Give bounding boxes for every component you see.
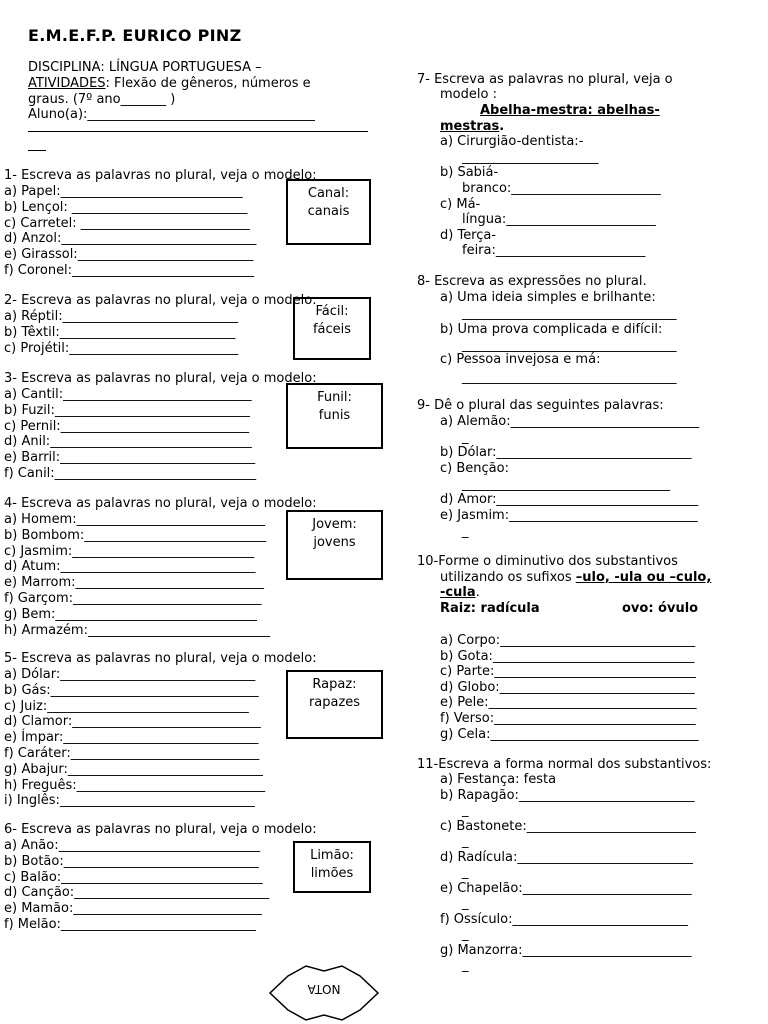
q8-item-c-blank: _________________________________ [462,370,677,385]
q4-item: g) Bem:_______________________________ [4,606,257,622]
q10-item: d) Globo:______________________________ [440,679,695,695]
q4-model-box [286,510,383,580]
q5-prompt: 5- Escreva as palavras no plural, veja o modelo: [4,651,317,666]
q7-item-d: d) Terça- [440,228,497,243]
q2-model-plural: fáceis [312,322,352,337]
q3-prompt: 3- Escreva as palavras no plural, veja o modelo: [4,371,317,386]
q6-item: d) Canção:______________________________ [4,885,270,901]
q10-example-2: ovo: óvulo [622,601,699,616]
q3-item: d) Anil:_______________________________ [4,434,252,450]
q9-item-e-extra: _ [462,524,469,539]
q1-model-plural: canais [307,204,350,219]
q6-item: b) Botão:______________________________ [4,853,259,869]
q4-item: c) Jasmim:____________________________ [4,543,255,559]
q10-item: c) Parte:_______________________________ [440,664,696,680]
nota-label: NOTA [307,982,341,996]
q10-prompt-2 [440,570,711,586]
q4-item: h) Armazém:____________________________ [4,622,270,638]
q1-model-word: Canal: [307,186,350,201]
grade-line: graus. (7º ano_______ ) [28,92,176,107]
q5-item: e) Ímpar:______________________________ [4,730,259,746]
q11-item: f) Ossículo:___________________________ [440,912,689,927]
q8-prompt: 8- Escreva as expressões no plural. [417,274,647,289]
q10-item: e) Pele:________________________________ [440,695,697,711]
discipline-line: DISCIPLINA: LÍNGUA PORTUGUESA – [28,60,262,75]
q4-item: a) Homem:_____________________________ [4,512,266,527]
q10-prompt-1: 10-Forme o diminutivo dos substantivos [417,554,678,569]
q9-item-c-blank: ________________________________ [462,477,670,492]
q11-item-extra-line: _ [462,927,469,942]
q11-item: d) Radícula:___________________________ [440,850,693,865]
q5-model-plural: rapazes [308,695,361,710]
q3-model-box [286,383,383,449]
q5-item: h) Freguês:_____________________________ [4,777,266,793]
q7-item-b: b) Sabiá- [440,165,499,180]
q5-item: i) Inglês:______________________________ [4,793,255,809]
q10-suffixes: –ulo, -ula ou –culo, [575,570,712,585]
activities-text: : Flexão de gêneros, números e [105,76,311,91]
q11-item-extra-line: _ [462,958,469,973]
q5-item: g) Abajur:______________________________ [4,761,263,777]
q11-item: e) Chapelão:__________________________ [440,881,692,896]
q8-item-b-blank: _________________________________ [462,338,677,353]
q7-item-b-blank: branco:_______________________ [462,181,661,196]
q11-item: g) Manzorra:__________________________ [440,943,692,958]
q7-model-2-wrap: mestras. [440,119,505,134]
q9-item-b: b) Dólar:______________________________ [440,445,692,460]
q1-prompt: 1- Escreva as palavras no plural, veja o modelo: [4,168,317,183]
q7-item-c: c) Má- [440,197,481,212]
school-title: E.M.E.F.P. EURICO PINZ [28,26,242,45]
activities-label: ATIVIDADES [28,76,106,91]
q3-item: a) Cantil:_____________________________ [4,387,252,402]
q7-item-a-blank: _____________________ [462,150,599,165]
q8-item-b: b) Uma prova complicada e difícil: [440,322,663,337]
q1-item: e) Girassol:___________________________ [4,247,254,263]
student-extra-line-short [28,150,46,151]
q11-prompt: 11-Escreva a forma normal dos substantivos: [417,757,712,772]
q9-prompt: 9- Dê o plural das seguintes palavras: [417,398,664,413]
q7-prompt-1: 7- Escreva as palavras no plural, veja o [417,72,673,87]
q4-item: f) Garçom:_____________________________ [4,591,262,606]
q11-item: b) Rapagão:___________________________ [440,788,695,803]
q10-item: g) Cela:________________________________ [440,726,699,742]
q9-item-a-extra: _ [462,430,469,445]
q2-model-box [293,297,371,360]
q2-item: a) Réptil:___________________________ [4,309,239,324]
q7-item-c-blank: língua:_______________________ [462,212,656,227]
q4-item: d) Atum:______________________________ [4,559,256,575]
q2-prompt: 2- Escreva as palavras no plural, veja o modelo: [4,293,317,308]
q8-item-a-blank: _________________________________ [462,306,677,321]
q10-example-1: Raiz: radícula [440,601,540,616]
q10-item: b) Gota:_______________________________ [440,648,695,664]
q4-item: b) Bombom:____________________________ [4,527,267,543]
q3-item: b) Fuzil:______________________________ [4,402,250,418]
q3-item: c) Pernil:_____________________________ [4,418,250,434]
q10-prompt-3: -cula [440,585,476,600]
q10-prompt-2a: utilizando os sufixos [440,570,576,585]
q5-model-box [286,670,383,739]
q2-item: c) Projétil:__________________________ [4,340,239,356]
q11-item: c) Bastonete:__________________________ [440,819,696,834]
q6-item: c) Balão:_______________________________ [4,869,263,885]
q10-item: a) Corpo:______________________________ [440,633,696,648]
q3-item: f) Canil:_______________________________ [4,466,257,481]
q6-item: e) Mamão:_____________________________ [4,901,262,917]
q5-item: a) Dólar:______________________________ [4,667,256,682]
q10-prompt-3-wrap: -cula. [440,585,480,600]
q3-model-plural: funis [318,408,351,423]
q6-prompt: 6- Escreva as palavras no plural, veja o modelo: [4,822,317,837]
q1-item: a) Papel:____________________________ [4,184,243,199]
q4-item: e) Marrom:_____________________________ [4,575,265,591]
q7-model-2: mestras [440,119,500,134]
q4-model-plural: jovens [313,535,356,550]
q1-item: b) Lençol: ___________________________ [4,199,248,215]
q6-item: a) Anão:_______________________________ [4,838,261,853]
q6-item: f) Melão:______________________________ [4,917,256,932]
q1-model-box [286,179,371,245]
q6-model-box [293,841,371,893]
q7-item-a: a) Cirurgião-dentista:- [440,134,584,149]
q3-model-word: Funil: [317,390,352,405]
q7-model-1: Abelha-mestra: abelhas- [480,103,660,118]
q6-model-plural: limões [310,866,354,881]
q2-item: b) Têxtil:___________________________ [4,324,236,340]
activities-line [28,76,311,92]
q9-item-c: c) Benção: [440,461,509,476]
q5-model-word: Rapaz: [312,677,357,692]
q4-model-word: Jovem: [312,517,357,532]
q11-item-extra-line: _ [462,834,469,849]
q5-item: c) Juiz:_______________________________ [4,698,249,714]
q8-item-c: c) Pessoa invejosa e má: [440,352,601,367]
q8-item-a: a) Uma ideia simples e brilhante: [440,290,656,305]
q7-item-d-blank: feira:_______________________ [462,243,646,258]
q3-item: e) Barril:______________________________ [4,450,256,466]
q1-item: c) Carretel: __________________________ [4,215,250,231]
q1-item: d) Anzol:______________________________ [4,231,257,247]
q6-model-word: Limão: [310,848,354,863]
q11-item-extra-line: _ [462,803,469,818]
q4-prompt: 4- Escreva as palavras no plural, veja o modelo: [4,496,317,511]
q9-item-e: e) Jasmim:_____________________________ [440,508,698,523]
q1-item: f) Coronel:____________________________ [4,263,255,278]
q7-prompt-2: modelo : [440,87,497,102]
q9-item-d: d) Amor:_______________________________ [440,492,698,507]
q9-item-a: a) Alemão:_____________________________ [440,414,700,429]
q11-item: a) Festança: festa [440,772,557,787]
q11-item-extra-line: _ [462,896,469,911]
student-extra-line [28,131,368,132]
q5-item: f) Caráter:_____________________________ [4,746,260,761]
q5-item: b) Gás:________________________________ [4,682,259,698]
q2-model-word: Fácil: [315,304,349,319]
q11-item-extra-line: _ [462,865,469,880]
student-line: Aluno(a):___________________________________ [28,107,315,122]
q10-item: f) Verso:_______________________________ [440,711,696,726]
q5-item: d) Clamor:_____________________________ [4,714,261,730]
